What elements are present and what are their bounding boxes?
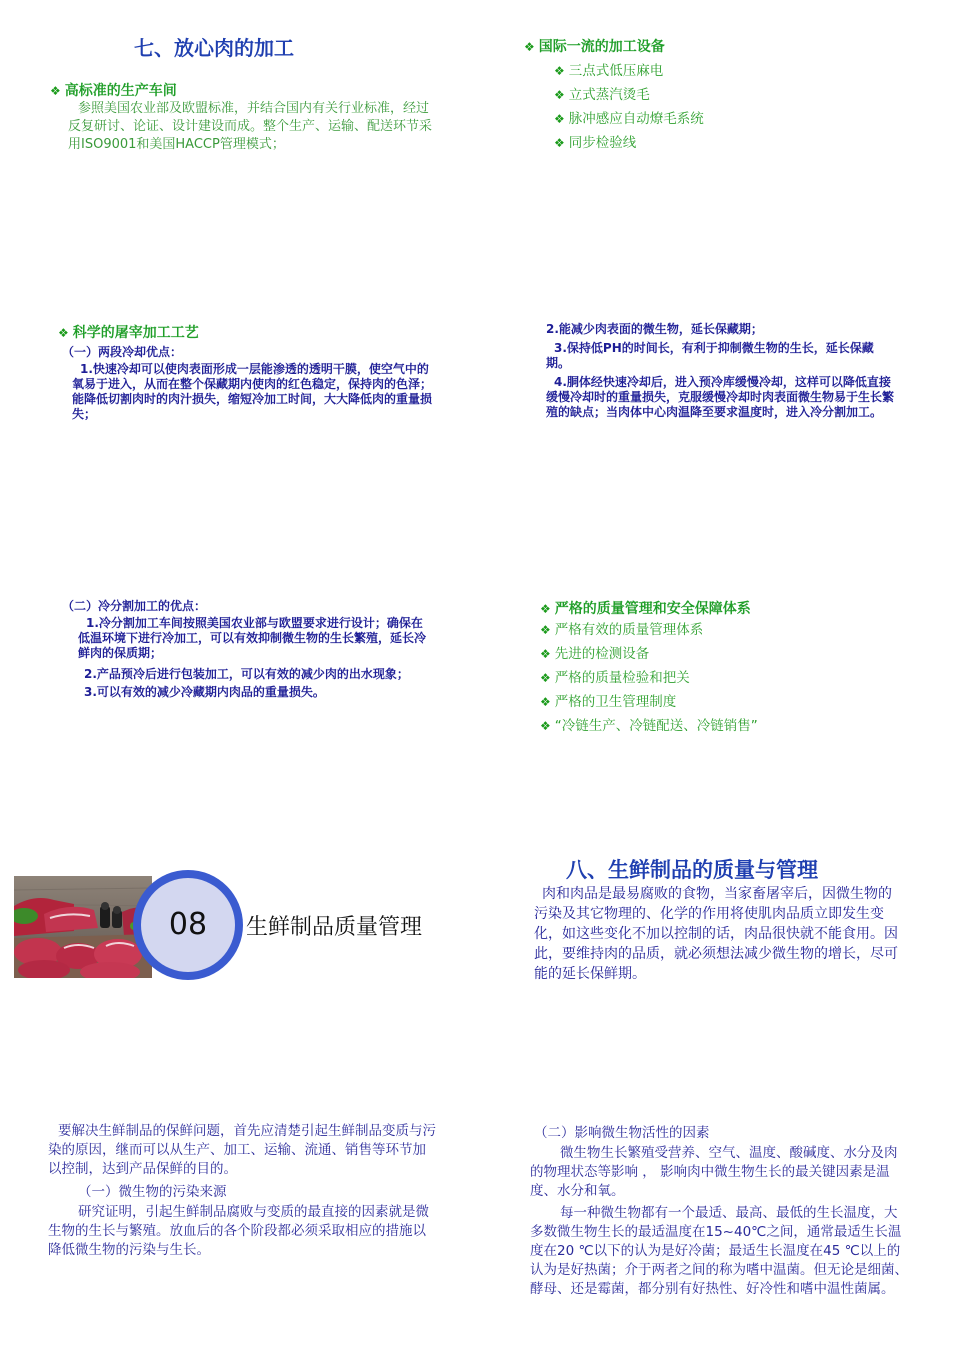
factors-paragraph: 微生物生长繁殖受营养、空气、温度、酸碱度、水分及肉的物理状态等影响 ， 影响肉中微生物生长的最关键因素是温度、水分和氧。 bbox=[530, 1145, 898, 1199]
diamond-bullet-icon: ❖ bbox=[50, 84, 61, 98]
item-label: 立式蒸汽烫毛 bbox=[568, 87, 650, 103]
cutting-point-1: 1.冷分割加工车间按照美国农业部与欧盟要求进行设计；确保在低温环境下进行冷加工，可以有效抑制微生物的生长繁殖，延长冷鲜肉的保质期； bbox=[78, 616, 427, 660]
diamond-bullet-icon: ❖ bbox=[540, 623, 551, 637]
list-item bbox=[540, 714, 758, 738]
cutting-point-2: 2.产品预冷后进行包装加工，可以有效的减少肉的出水现象； bbox=[84, 667, 409, 681]
item-label: 先进的检测设备 bbox=[554, 646, 650, 662]
item-label: 严格有效的质量管理体系 bbox=[554, 622, 704, 638]
diamond-bullet-icon: ❖ bbox=[524, 40, 535, 54]
equipment-list bbox=[554, 59, 704, 155]
list-item bbox=[540, 618, 758, 642]
heading-label: 科学的屠宰加工工艺 bbox=[72, 325, 199, 341]
cooling-point-2: 2.能减少肉表面的微生物，延长保藏期； bbox=[546, 322, 763, 336]
diamond-bullet-icon: ❖ bbox=[554, 64, 565, 78]
diamond-bullet-icon: ❖ bbox=[58, 326, 69, 340]
subheading-two-stage-cooling: （一）两段冷却优点： bbox=[62, 345, 183, 359]
diamond-bullet-icon: ❖ bbox=[554, 136, 565, 150]
diamond-bullet-icon: ❖ bbox=[554, 88, 565, 102]
diamond-bullet-icon: ❖ bbox=[540, 602, 551, 616]
cooling-point-1: 1.快速冷却可以使肉表面形成一层能渗透的透明干膜，使空气中的氧易于进入，从而在整个保藏期内使肉的红色稳定，保持肉的色泽；能降低切割肉时的肉汁损失，缩短冷加工时间，大大降低肉的重量损失； bbox=[72, 362, 433, 421]
item-label: 三点式低压麻电 bbox=[568, 63, 664, 79]
list-item bbox=[540, 666, 758, 690]
section-number: 08 bbox=[168, 907, 208, 942]
workshop-paragraph: 参照美国农业部及欧盟标准，并结合国内有关行业标准，经过反复研讨、论证、设计建设而成。整个生产、运输、配送环节采用ISO9001和美国HACCP管理模式； bbox=[68, 101, 433, 152]
meat-photo bbox=[14, 876, 152, 978]
item-label: 脉冲感应自动燎毛系统 bbox=[568, 111, 704, 127]
heading-production-workshop bbox=[50, 80, 177, 100]
item-label: 同步检验线 bbox=[568, 135, 637, 151]
quality-intro-paragraph: 肉和肉品是最易腐败的食物，当家畜屠宰后，因微生物的污染及其它物理的、化学的作用将使肌肉品质立即发生变化，如这些变化不加以控制的话，肉品很快就不能食用。因此，要维持肉的品质，就必须想法减少微生物的增长，尽可能的延长保鲜期。 bbox=[534, 886, 898, 982]
list-item bbox=[554, 83, 704, 107]
subheading-cold-cutting: （二）冷分割加工的优点： bbox=[62, 599, 207, 613]
diamond-bullet-icon: ❖ bbox=[540, 671, 551, 685]
cooling-point-4: 4.胴体经快速冷却后，进入预冷库缓慢冷却，这样可以降低直接缓慢冷却时的重量损失，克服缓慢冷却时肉表面微生物易于生长繁殖的缺点；当肉体中心肉温降至要求温度时，进入冷分割加工。 bbox=[546, 375, 895, 419]
section-title-seven: 七、放心肉的加工 bbox=[134, 36, 294, 60]
item-label: 严格的质量检验和把关 bbox=[554, 670, 690, 686]
heading-label: 严格的质量管理和安全保障体系 bbox=[554, 601, 751, 617]
list-item bbox=[554, 131, 704, 155]
list-item bbox=[554, 59, 704, 83]
heading-equipment bbox=[524, 36, 665, 56]
diamond-bullet-icon: ❖ bbox=[554, 112, 565, 126]
heading-label: 国际一流的加工设备 bbox=[538, 39, 665, 55]
subheading-contamination-source: （一）微生物的污染来源 bbox=[78, 1184, 227, 1200]
cutting-point-3: 3.可以有效的减少冷藏期内肉品的重量损失。 bbox=[84, 685, 325, 699]
preservation-paragraph: 要解决生鲜制品的保鲜问题，首先应清楚引起生鲜制品变质与污染的原因，继而可以从生产、加工、运输、流通、销售等环节加以控制，达到产品保鲜的目的。 bbox=[48, 1123, 436, 1177]
subheading-microbial-factors: （二）影响微生物活性的因素 bbox=[534, 1125, 710, 1141]
heading-label: 高标准的生产车间 bbox=[64, 83, 177, 99]
list-item bbox=[540, 690, 758, 714]
heading-quality-system bbox=[540, 598, 751, 618]
heading-slaughter-process bbox=[58, 322, 199, 342]
item-label: “冷链生产、冷链配送、冷链销售” bbox=[554, 718, 758, 734]
list-item bbox=[540, 642, 758, 666]
list-item bbox=[554, 107, 704, 131]
diamond-bullet-icon: ❖ bbox=[540, 647, 551, 661]
diamond-bullet-icon: ❖ bbox=[540, 719, 551, 733]
diamond-bullet-icon: ❖ bbox=[540, 695, 551, 709]
temperature-paragraph: 每一种微生物都有一个最适、最高、最低的生长温度，大多数微生物生长的最适温度在15~40℃之间，通常最适生长温度在20 ℃以下的认为是好冷菌；最适生长温度在45 ℃以上的认为是好热菌；介于两者之间的称为嗜中温菌。但无论是细菌、酵母、还是霉菌，都分别有好热性、好冷性和嗜中温性菌属。 bbox=[530, 1205, 908, 1297]
quality-list bbox=[540, 618, 758, 738]
item-label: 严格的卫生管理制度 bbox=[554, 694, 677, 710]
section-title-eight: 八、生鲜制品的质量与管理 bbox=[566, 858, 818, 882]
section-divider-title: 生鲜制品质量管理 bbox=[246, 915, 423, 940]
contamination-paragraph: 研究证明，引起生鲜制品腐败与变质的最直接的因素就是微生物的生长与繁殖。放血后的各个阶段都必须采取相应的措施以降低微生物的污染与生长。 bbox=[48, 1204, 429, 1258]
cooling-point-3: 3.保持低PH的时间长，有利于抑制微生物的生长，延长保藏期。 bbox=[546, 341, 874, 370]
